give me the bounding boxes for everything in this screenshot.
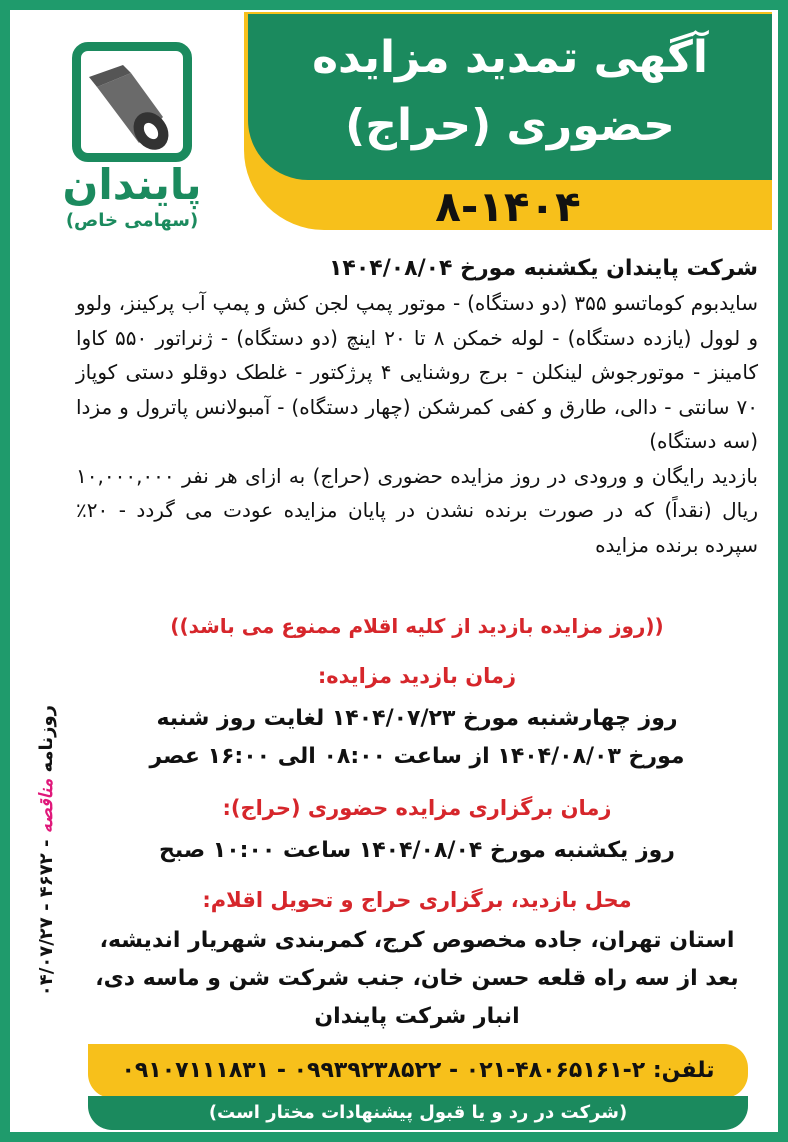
visit-title: زمان بازدید مزایده: [317,664,517,688]
location-line-2: بعد از سه راه قلعه حسن خان، جنب شرکت شن و ماسه دی، [95,966,739,991]
visit-line-2: مورخ ۱۴۰۴/۰۸/۰۳ از ساعت ۰۸:۰۰ الی ۱۶:۰۰ عصر [149,744,685,769]
auction-details [76,832,758,870]
footer-note: (شرکت در رد و یا قبول پیشنهادات مختار است) [88,1096,748,1130]
warning-text: ((روز مزایده بازدید از کلیه اقلام ممنوع می باشد)) [170,614,664,638]
notice-body [76,252,758,562]
auction-title: زمان برگزاری مزایده حضوری (حراج): [222,796,612,820]
newspaper-side-label [36,705,57,1035]
items-paragraph: سایدبوم کوماتسو ۳۵۵ (دو دستگاه) - موتور پمپ لجن کش و پمپ آب پرکینز، ولوو و لوول (یازده دستگاه) - لوله خمکن ۸ تا ۲۰ اینچ (دو دستگاه) - ژنراتور ۵۵۰ کاوا کامینز - موتورجوش لینکلن - برج روشنایی ۴ پرژکتور - غلطک دوقلو دستی کوپاز ۷۰ سانتی - دالی، طارق و کفی کمرشکن (چهار دستگاه) - آمبولانس پاترول و مزدا (سه دستگاه) [76,291,759,453]
pipe-logo-graphic [81,51,183,153]
location-title: محل بازدید، برگزاری حراج و تحویل اقلام: [202,888,632,912]
notice-number: ۸-۱۴۰۴ [435,182,581,231]
side-prefix: روزنامه [36,705,57,773]
side-brand: مناقصه [36,778,57,834]
auction-line-1: روز یکشنبه مورخ ۱۴۰۴/۰۸/۰۴ ساعت ۱۰:۰۰ صبح [159,838,675,863]
notice-title: آگهی تمدید مزایده [312,32,708,83]
notice-subtitle: حضوری (حراج) [345,100,675,151]
pipe-logo-icon [72,42,192,162]
logo-subtitle: (سهامی خاص) [65,210,199,231]
company-line: شرکت پایندان یکشنبه مورخ ۱۴۰۴/۰۸/۰۴ [328,256,758,281]
side-suffix: - ۴۶۷۲ - ۰۴/۰۷/۲۷ [36,839,57,997]
terms-paragraph: بازدید رایگان و ورودی در روز مزایده حضوری (حراج) به ازای هر نفر ۱۰,۰۰۰,۰۰۰ ریال (نقداً) که در صورت برنده نشدن در پایان مزایده عودت می گردد - ۲۰٪ سپرده برنده مزایده [76,463,758,557]
header-green-banner [248,14,772,180]
phone-bar: تلفن: ۲-۴۸۰۶۵۱۶۱-۰۲۱ - ۰۹۹۳۹۲۳۸۵۲۲ - ۰۹۱۰۷۱۱۱۸۳۱ [88,1044,748,1098]
visit-details [76,700,758,776]
location-details [76,922,758,1036]
location-line-3: انبار شرکت پایندان [314,1004,520,1029]
visit-line-1: روز چهارشنبه مورخ ۱۴۰۴/۰۷/۲۳ لغایت روز شنبه [156,706,678,731]
location-line-1: استان تهران، جاده مخصوص کرج، کمربندی شهریار اندیشه، [99,928,735,953]
logo-name: پایندان [62,160,202,209]
